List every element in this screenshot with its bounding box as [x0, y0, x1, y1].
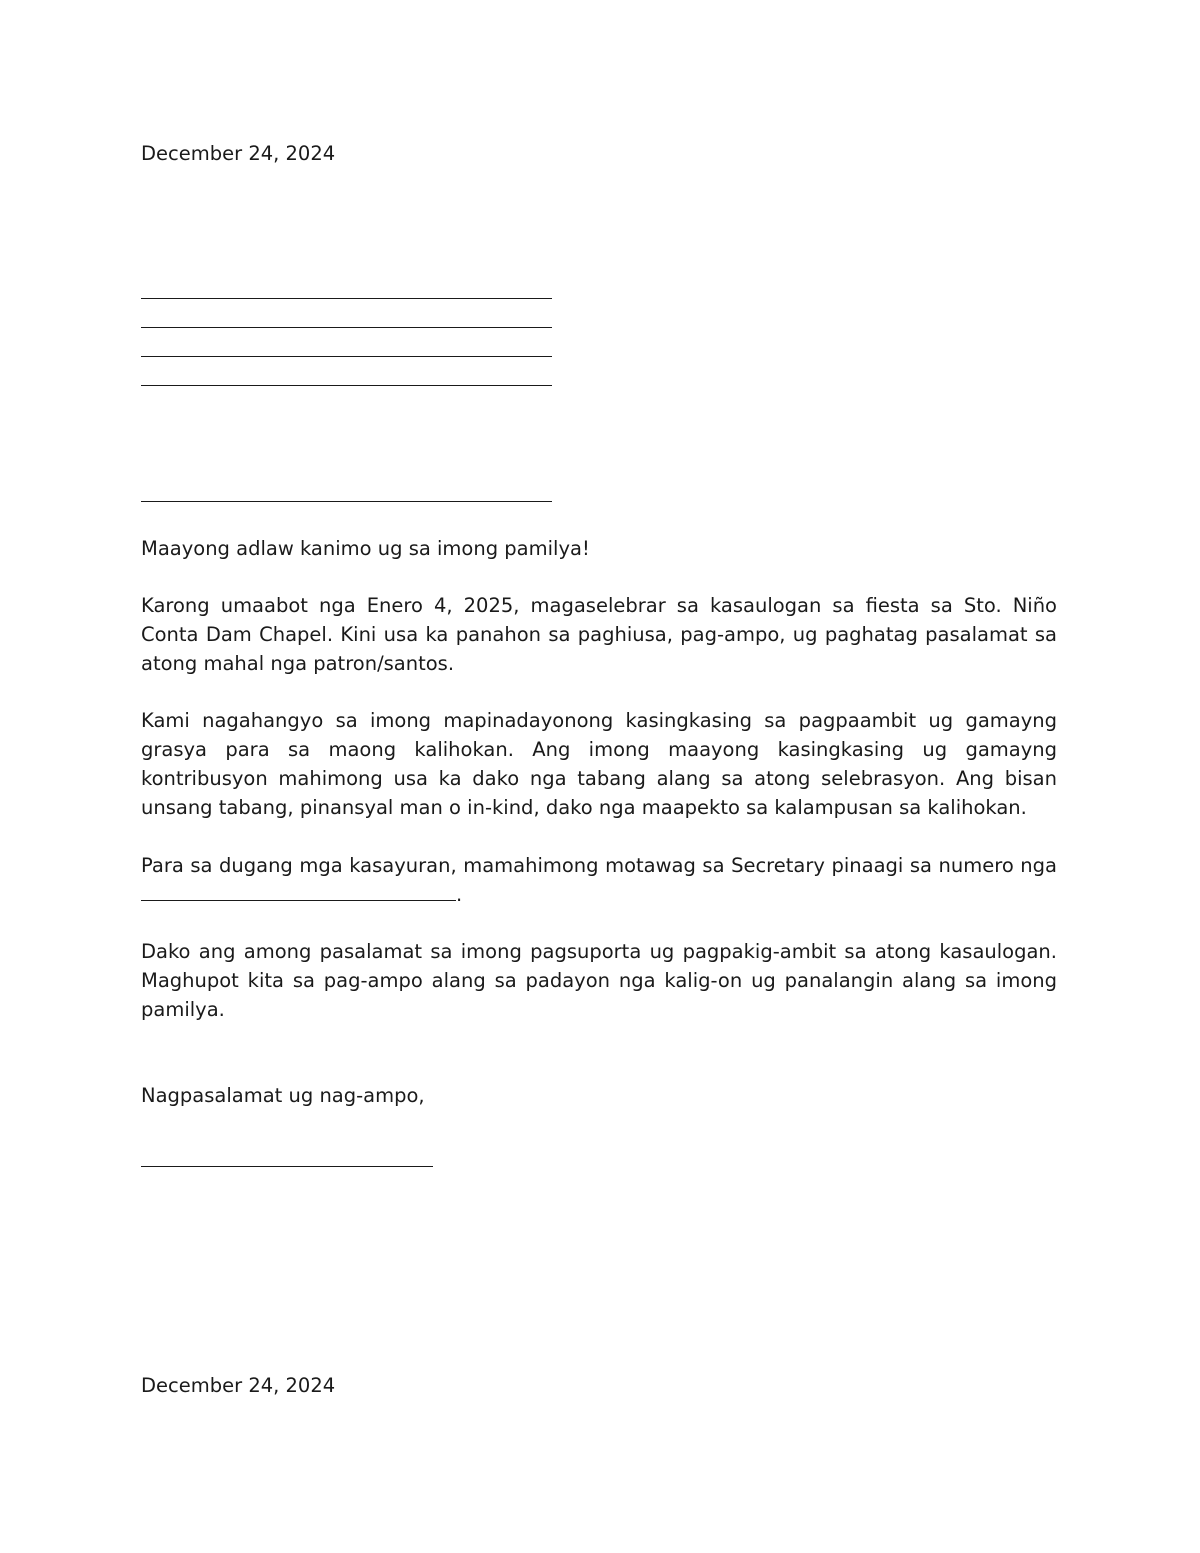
- contact-period: .: [456, 883, 463, 906]
- recipient-line: [141, 298, 552, 299]
- closing: Nagpasalamat ug nag-ampo,: [141, 1084, 425, 1107]
- recipient-line: [141, 385, 552, 386]
- recipient-line: [141, 356, 552, 357]
- contact-text: Para sa dugang mga kasayuran, mamahimong motawag sa Secretary pinaagi sa numero nga: [141, 854, 1057, 877]
- phone-number-blank: [141, 882, 456, 901]
- paragraph-thanks: Dako ang among pasalamat sa imong pagsuporta ug pagpakig-ambit sa atong kasaulogan. Maghupot kita sa pag-ampo alang sa padayon nga kalig-on ug panalangin alang sa imong pamilya.: [141, 940, 1057, 1021]
- paragraph-request: Kami nagahangyo sa imong mapinadayonong kasingkasing sa pagpaambit ug gamayng grasya para sa maong kalihokan. Ang imong maayong kasingkasing ug gamayng kontribusyon mahimong usa ka dako nga tabang alang sa atong selebrasyon. Ang bisan unsang tabang, pinansyal man o in-kind, dako nga maapekto sa kalampusan sa kalihokan.: [141, 709, 1057, 819]
- paragraph-contact: [141, 851, 1057, 909]
- salutation-line: [141, 501, 552, 502]
- recipient-line: [141, 327, 552, 328]
- signature-line: [141, 1166, 433, 1167]
- greeting: Maayong adlaw kanimo ug sa imong pamilya!: [141, 537, 590, 560]
- paragraph-event: Karong umaabot nga Enero 4, 2025, magaselebrar sa kasaulogan sa fiesta sa Sto. Niño Conta Dam Chapel. Kini usa ka panahon sa paghiusa, pag-ampo, ug paghatag pasalamat sa atong mahal nga patron/santos.: [141, 594, 1057, 675]
- letter-date: December 24, 2024: [141, 142, 336, 165]
- footer-date: December 24, 2024: [141, 1374, 336, 1397]
